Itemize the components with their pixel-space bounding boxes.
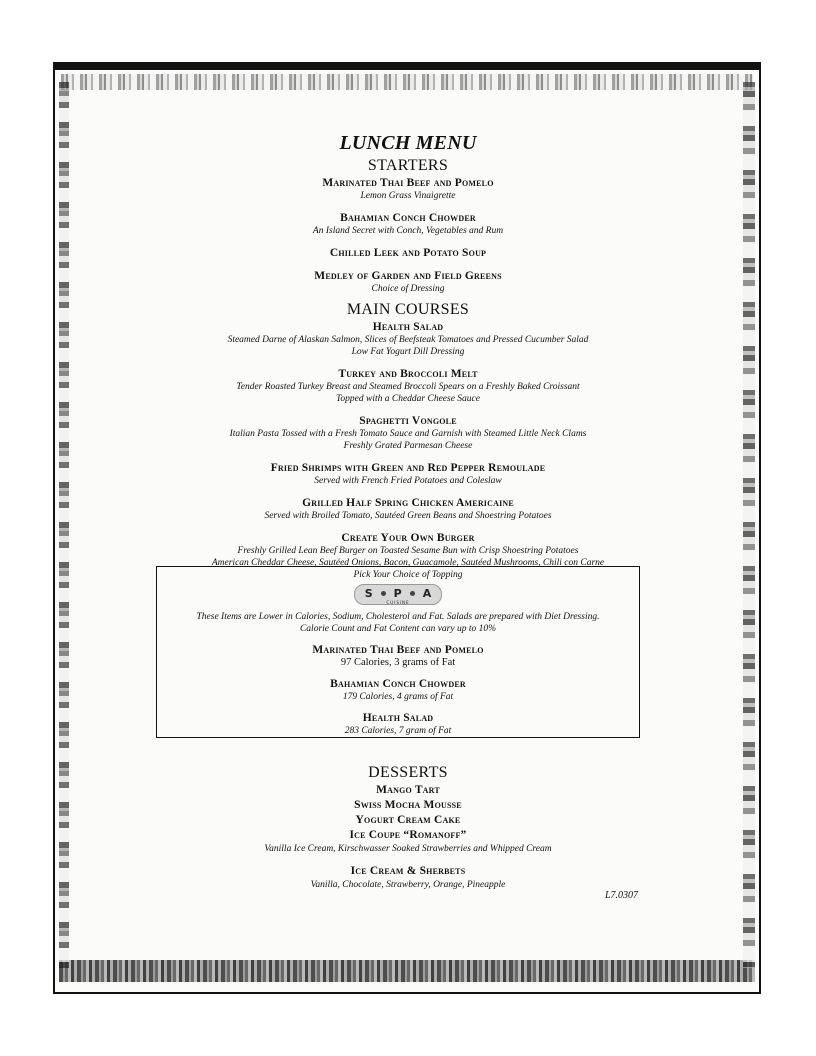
- item-description: Tender Roasted Turkey Breast and Steamed Broccoli Spears on a Freshly Baked Croissant: [236, 382, 580, 392]
- nutrition-info: 179 Calories, 4 grams of Fat: [342, 692, 454, 702]
- item-name: Bahamian Conch Chowder: [340, 212, 476, 224]
- menu-item: [130, 269, 686, 295]
- section-heading-main-courses: MAIN COURSES: [346, 301, 470, 318]
- spa-intro-line: These Items are Lower in Calories, Sodium, Cholesterol and Fat. Salads are prepared with Diet Dressing.: [196, 612, 600, 622]
- item-name: Swiss Mocha Mousse: [354, 799, 462, 811]
- item-description: Topped with a Cheddar Cheese Sauce: [336, 394, 480, 404]
- menu-item: [130, 246, 686, 260]
- spa-logo-letter: A: [422, 587, 432, 600]
- dessert-list: [130, 783, 686, 891]
- desserts-section: [130, 764, 686, 891]
- item-description: Freshly Grilled Lean Beef Burger on Toasted Sesame Bun with Crisp Shoestring Potatoes: [237, 546, 579, 556]
- spa-item: [157, 643, 639, 669]
- item-name: Ice Coupe “Romanoff”: [349, 829, 467, 841]
- menu-reference-code: L7.0307: [604, 890, 638, 901]
- item-description: American Cheddar Cheese, Sautéed Onions, Bacon, Guacamole, Sautéed Mushrooms, Chili con Carne: [211, 558, 605, 568]
- menu-item: [130, 864, 686, 891]
- spa-cuisine-logo: [354, 584, 443, 605]
- item-description: Low Fat Yogurt Dill Dressing: [351, 347, 465, 357]
- spa-item: [157, 677, 639, 703]
- spa-logo-dot: [381, 591, 386, 596]
- item-name: Health Salad: [372, 321, 444, 333]
- nutrition-info: 97 Calories, 3 grams of Fat: [340, 657, 456, 668]
- menu-item: [130, 496, 686, 522]
- spa-logo-subtitle: CUISINE: [386, 600, 410, 605]
- section-heading-desserts: DESSERTS: [368, 764, 448, 781]
- item-name: Spaghetti Vongole: [359, 415, 457, 427]
- torn-edge-right: [743, 82, 755, 968]
- torn-edge-top: [61, 74, 753, 90]
- nutrition-info: 283 Calories, 7 gram of Fat: [344, 726, 452, 736]
- item-name: Health Salad: [362, 712, 434, 724]
- spa-logo-letter: P: [393, 587, 402, 600]
- menu-title: LUNCH MENU: [339, 132, 477, 154]
- menu-item: [130, 367, 686, 405]
- item-name: Yogurt Cream Cake: [355, 814, 461, 826]
- item-description: Lemon Grass Vinaigrette: [360, 191, 456, 201]
- menu-item: [130, 211, 686, 237]
- item-description: Choice of Dressing: [371, 284, 445, 294]
- menu-item: [130, 320, 686, 358]
- item-description: Steamed Darne of Alaskan Salmon, Slices of Beefsteak Tomatoes and Pressed Cucumber Salad: [227, 335, 589, 345]
- item-name: Fried Shrimps with Green and Red Pepper Remoulade: [270, 462, 546, 474]
- item-name: Mango Tart: [376, 784, 440, 796]
- menu-content: [130, 132, 686, 581]
- menu-item: [130, 176, 686, 202]
- item-name: Marinated Thai Beef and Pomelo: [322, 177, 494, 189]
- item-description: Pick Your Choice of Topping: [353, 570, 463, 580]
- item-name: Medley of Garden and Field Greens: [314, 270, 502, 282]
- item-name: Create Your Own Burger: [341, 532, 475, 544]
- item-description: Freshly Grated Parmesan Cheese: [343, 441, 473, 451]
- menu-item: [130, 828, 686, 855]
- item-name: Grilled Half Spring Chicken Americaine: [302, 497, 514, 509]
- spa-logo-dot: [410, 591, 415, 596]
- item-name: Marinated Thai Beef and Pomelo: [312, 644, 484, 656]
- item-description: Italian Pasta Tossed with a Fresh Tomato Sauce and Garnish with Steamed Little Neck Clams: [229, 429, 587, 439]
- section-heading-starters: STARTERS: [367, 157, 449, 174]
- spa-cuisine-box: [156, 566, 640, 738]
- spa-logo-letter: S: [364, 587, 373, 600]
- item-description: An Island Secret with Conch, Vegetables and Rum: [312, 226, 504, 236]
- menu-item: [130, 461, 686, 487]
- item-name: Chilled Leek and Potato Soup: [329, 247, 487, 259]
- item-name: Ice Cream & Sherbets: [350, 865, 466, 877]
- item-description: Vanilla, Chocolate, Strawberry, Orange, Pineapple: [310, 880, 506, 890]
- item-name: Turkey and Broccoli Melt: [338, 368, 478, 380]
- item-description: Served with French Fried Potatoes and Coleslaw: [314, 476, 502, 486]
- torn-edge-bottom: [59, 960, 755, 982]
- item-description: Vanilla Ice Cream, Kirschwasser Soaked Strawberries and Whipped Cream: [264, 844, 552, 854]
- item-description: Served with Broiled Tomato, Sautéed Green Beans and Shoestring Potatoes: [264, 511, 552, 521]
- menu-item: [130, 414, 686, 452]
- spa-intro-line: Calorie Count and Fat Content can vary up to 10%: [299, 624, 497, 634]
- item-name: Bahamian Conch Chowder: [330, 678, 466, 690]
- spa-item: [157, 711, 639, 737]
- torn-edge-left: [59, 82, 69, 968]
